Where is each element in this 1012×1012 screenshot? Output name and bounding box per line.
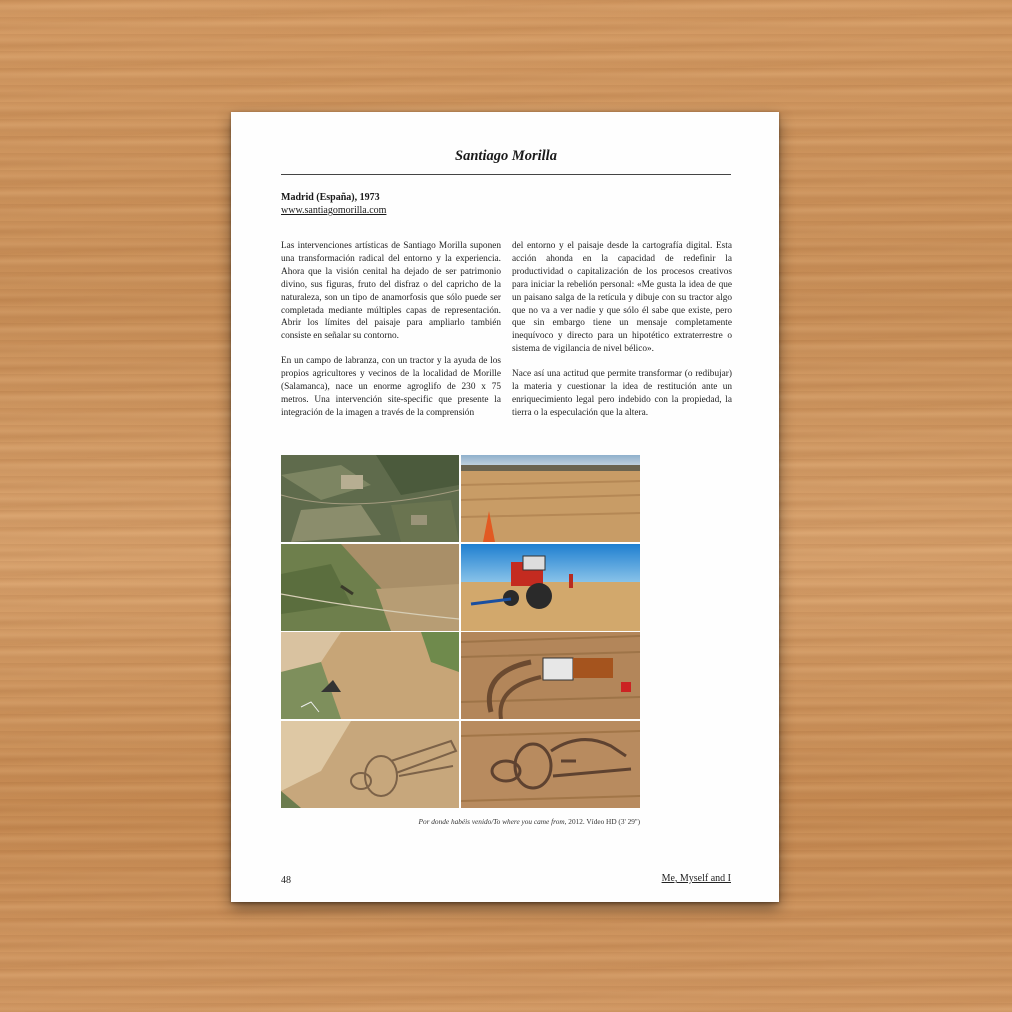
- photo-drone-tractor-drawing: [461, 632, 640, 719]
- caption-title: Por donde habéis venido/To where you came from,: [418, 817, 567, 826]
- title-rule: [281, 174, 731, 175]
- text-column-right: [512, 240, 732, 432]
- photo-aerial-fields-medium: [281, 544, 459, 631]
- photo-field-with-cone: [461, 455, 640, 542]
- paragraph: En un campo de labranza, con un tractor y la ayuda de los propios agricultores y vecinos de la localidad de Morille (Salamanca), nace un enorme agroglifo de 230 x 75 metros. Una intervención site-specific que presente la integración de la imagen a través de la comprensión: [281, 356, 501, 418]
- footer-title: Me, Myself and I: [661, 873, 731, 884]
- paragraph: del entorno y el paisaje desde la cartografía digital. Esta acción ahonda en la capacidad de redefinir la productividad o capitalización de los procesos creativos para iniciar la rebelión personal: «Me gusta la idea de que un paisano salga de la retícula y dibuje con su tractor algo que no va a ver nadie y que sólo él sabe que existe, pero que sin embargo tiene un mensaje completamente inequívoco y directo para un hipotético extraterrestre o sistema de vigilancia de nivel bélico».: [512, 241, 732, 355]
- photo-aerial-fields-close: [281, 632, 459, 719]
- artist-website-link[interactable]: www.santiagomorilla.com: [281, 205, 387, 216]
- caption-details: 2012. Vídeo HD (3' 29''): [566, 817, 640, 826]
- photo-red-tractor-field: [461, 544, 640, 631]
- photo-agroglyph-closeup: [461, 721, 640, 808]
- paragraph: Las intervenciones artísticas de Santiago Morilla suponen una transformación radical del entorno y la experiencia. Ahora que la visión cenital ha dejado de ser patrimonio divino, sus figuras, fruto del disfraz o del capricho de la naturaleza, son un tipo de anamorfosis que sólo puede ser completada mediante múltiples capas de representación. Abrir los límites del paisaje para ampliarlo también consiste en señalar su contorno.: [281, 241, 501, 342]
- magazine-page: [231, 112, 779, 902]
- page-number: 48: [281, 875, 291, 886]
- photo-aerial-satellite-wide: [281, 455, 459, 542]
- photo-aerial-agroglyph: [281, 721, 459, 808]
- figure-caption: [419, 817, 640, 826]
- artist-origin: Madrid (España), 1973: [281, 192, 380, 203]
- text-column-left: [281, 240, 501, 432]
- paragraph: Nace así una actitud que permite transformar (o redibujar) la materia y cuestionar la idea de restitución ante un enriquecimiento legal pero indebido con la propiedad, la tierra o la especulación que la altera.: [512, 369, 732, 418]
- photo-grid: [281, 455, 640, 808]
- page-title: Santiago Morilla: [455, 148, 557, 164]
